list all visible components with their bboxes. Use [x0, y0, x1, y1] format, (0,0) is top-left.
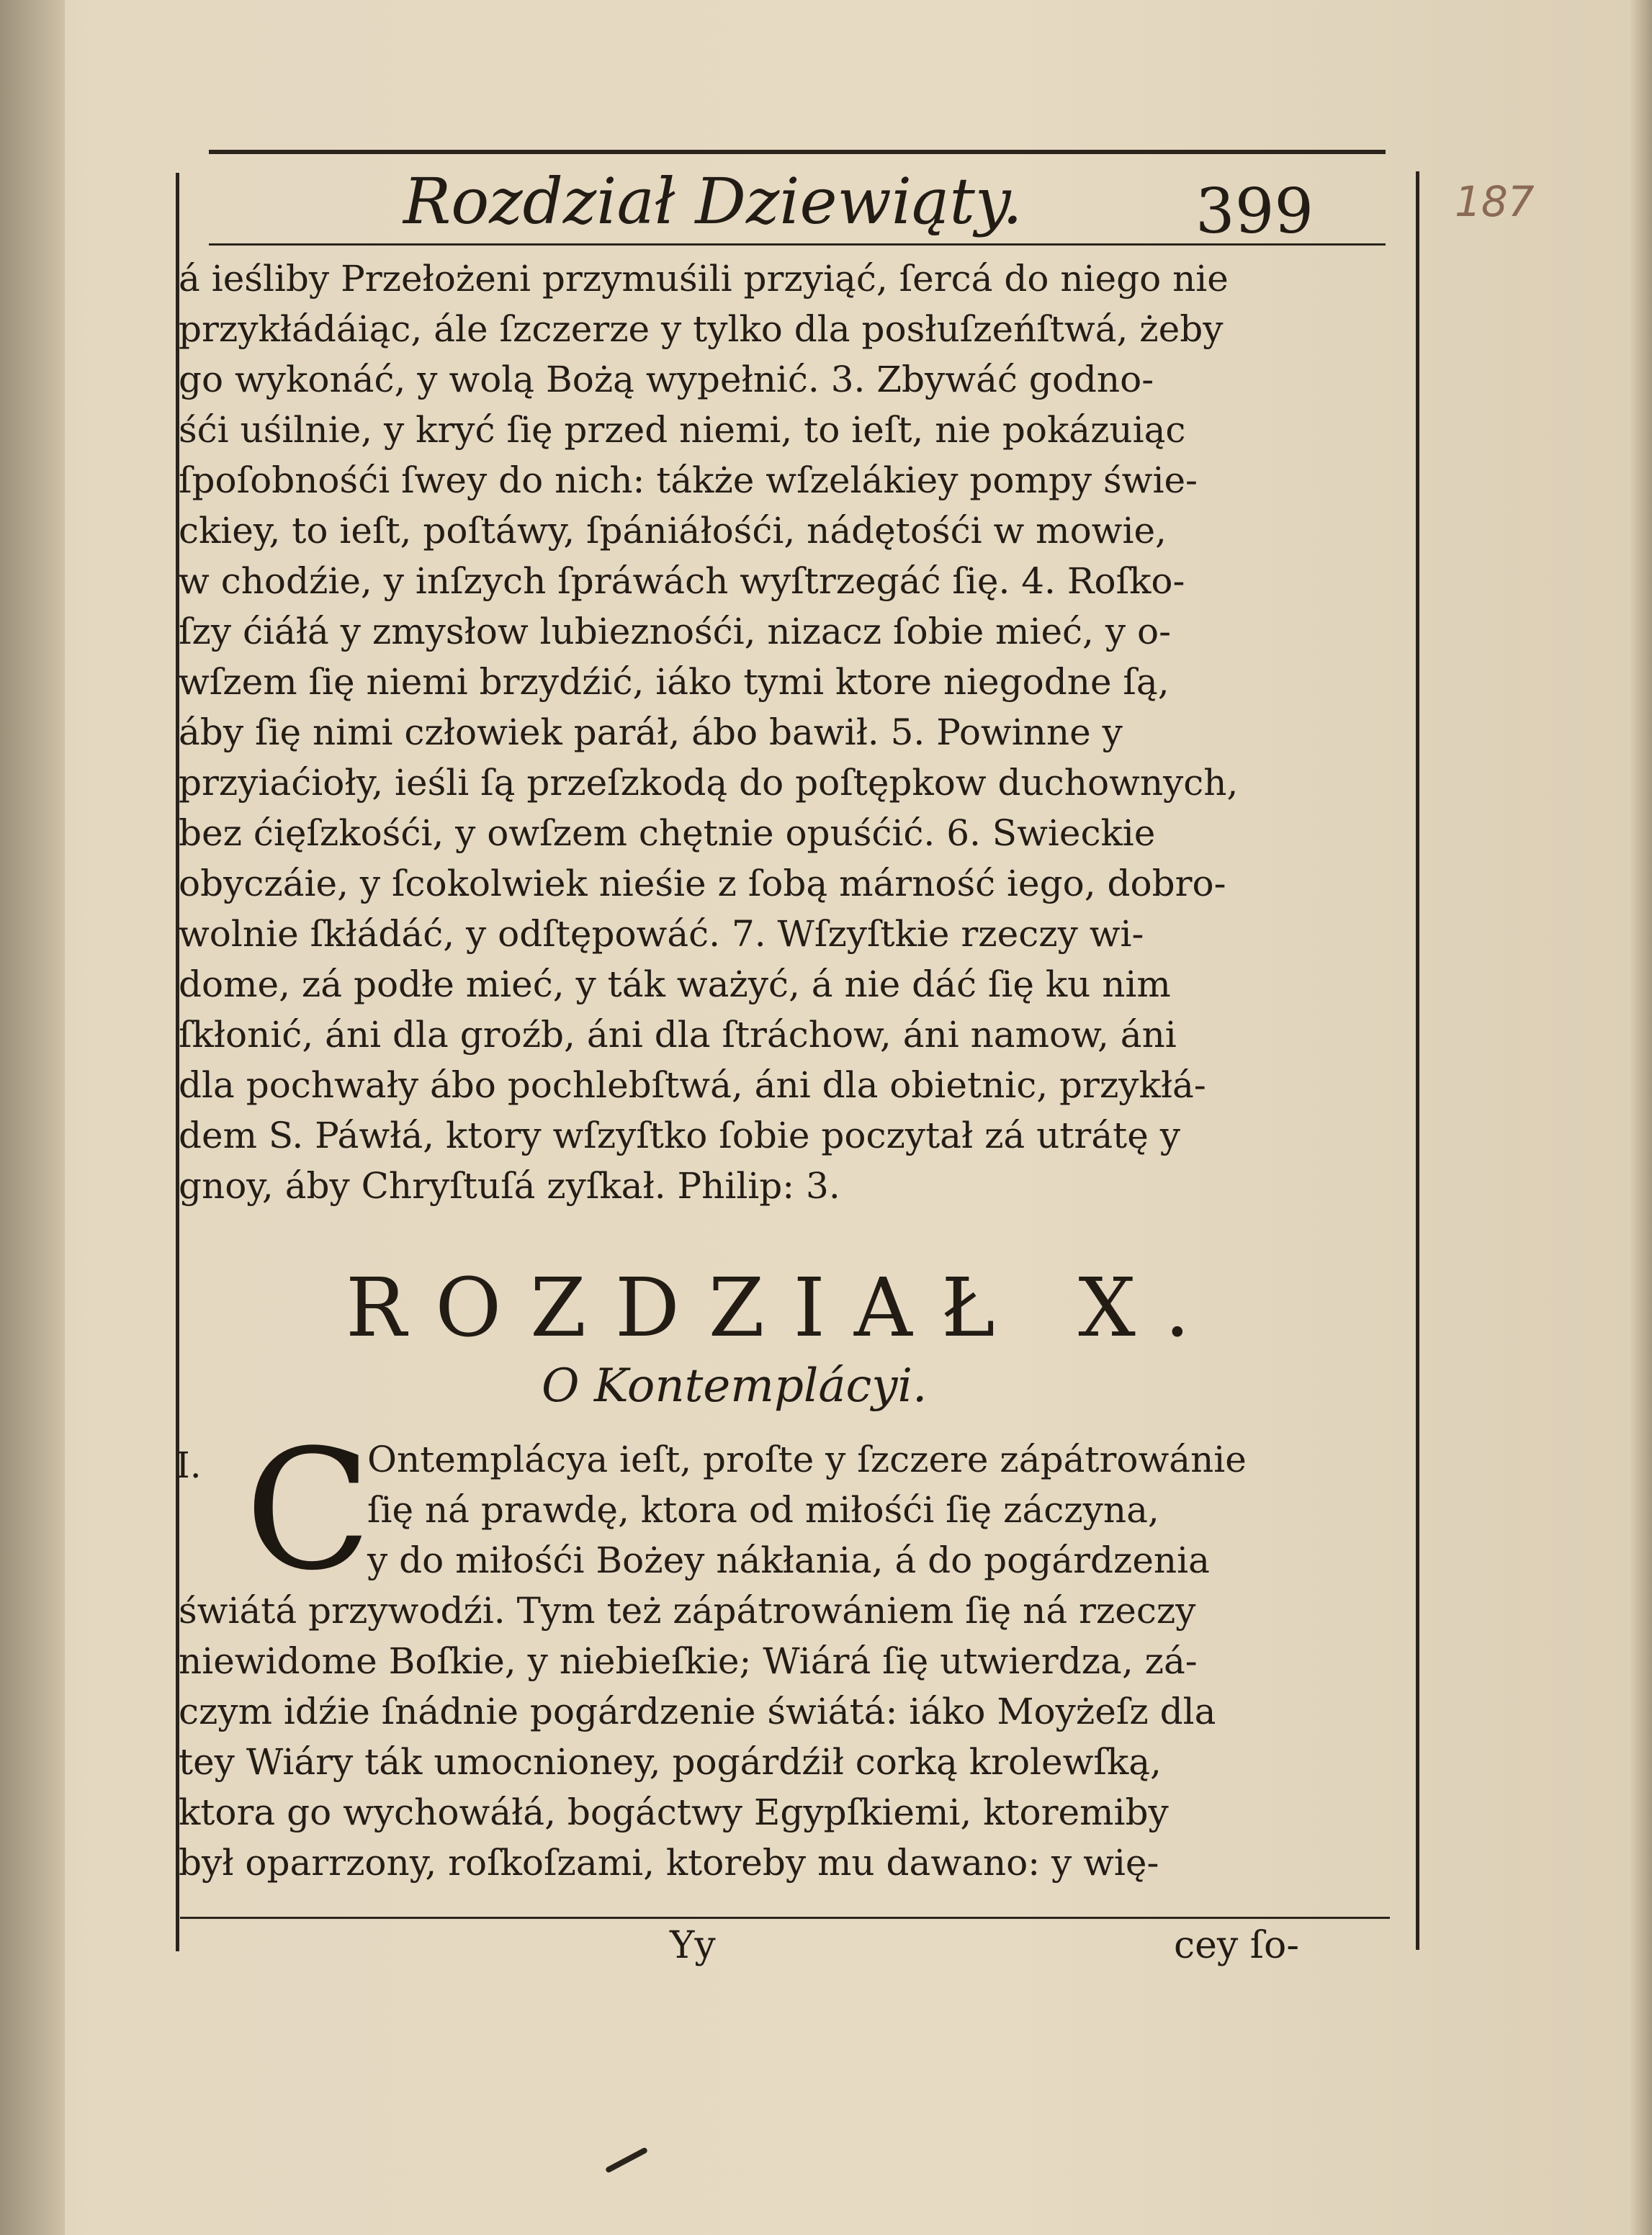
frame-rule-bottom: [180, 1917, 1390, 1919]
text-line: ſpoſobnośći ſwey do nich: tákże wſzelákiey pompy świe-: [179, 459, 1198, 501]
text-line: bez ćięſzkośći, y owſzem chętnie opuśćić. 6. Swieckie: [179, 812, 1156, 854]
section-numeral: I.: [176, 1444, 202, 1486]
text-line: wolnie ſkłádáć, y odſtępowáć. 7. Wſzyſtkie rzeczy wi-: [179, 913, 1144, 955]
text-line: czym idźie ſnádnie pogárdzenie świátá: iáko Moyżeſz dla: [179, 1691, 1216, 1732]
paragraph-2: [179, 1434, 1417, 1888]
frame-rule-top: [209, 150, 1386, 154]
page-gutter: [0, 0, 65, 2235]
paragraph-1: [179, 253, 1417, 1211]
page-number: 399: [1195, 176, 1314, 248]
text-line: w chodźie, y inſzych ſpráwách wyſtrzegáć ſię. 4. Roſko-: [179, 560, 1185, 602]
text-line: ſzy ćiáłá y zmysłow lubieznośći, nizacz ſobie mieć, y o-: [179, 611, 1171, 652]
chapter-subtitle: O Kontemplácyi.: [542, 1359, 928, 1413]
text-line: świátá przywodźi. Tym też zápátrowániem ſię ná rzeczy: [179, 1590, 1196, 1632]
drop-capital: C: [245, 1415, 372, 1607]
text-line: dla pochwały ábo pochlebſtwá, áni dla obietnic, przykłá-: [179, 1064, 1206, 1106]
text-line: Ontemplácya ieſt, proſte y ſzczere zápátrowánie: [367, 1439, 1247, 1480]
ink-mark: [605, 2146, 648, 2173]
signature-mark: Yy: [670, 1924, 716, 1967]
text-line: ckiey, to ieſt, poſtáwy, ſpániáłośći, nádętośći w mowie,: [179, 510, 1167, 552]
text-line: był oparrzony, roſkoſzami, ktoreby mu dawano: y wię-: [179, 1842, 1159, 1884]
margin-note: 187: [1455, 177, 1535, 226]
text-line: przyiaćioły, ieśli ſą przeſzkodą do poſtępkow duchownych,: [179, 762, 1239, 804]
text-line: przykłádáiąc, ále ſzczerze y tylko dla posłuſzeńſtwá, żeby: [179, 308, 1224, 350]
text-line: obyczáie, y ſcokolwiek nieśie z ſobą márność iego, dobro-: [179, 863, 1226, 904]
text-line: dome, zá podłe mieć, y ták ważyć, á nie dáć ſię ku nim: [179, 963, 1171, 1005]
text-line: go wykonáć, y wolą Bożą wypełnić. 3. Zbywáć godno-: [179, 359, 1154, 400]
page-edge: [1630, 0, 1652, 2235]
text-line: ktora go wychowáłá, bogáctwy Egypſkiemi, ktoremiby: [179, 1791, 1169, 1833]
text-line: śći uśilnie, y kryć ſię przed niemi, to ieſt, nie pokázuiąc: [179, 409, 1186, 451]
text-line: tey Wiáry ták umocnioney, pogárdźił corką krolewſką,: [179, 1741, 1162, 1783]
text-line: á ieśliby Przełożeni przymuśili przyiąć, ſercá do niego nie: [179, 258, 1229, 300]
text-line: y do miłośći Bożey nákłania, á do pogárdzenia: [367, 1539, 1210, 1581]
text-line: dem S. Páwłá, ktory wſzyſtko ſobie poczytał zá utrátę y: [179, 1115, 1180, 1156]
text-line: ſię ná prawdę, ktora od miłośći ſię záczyna,: [367, 1489, 1159, 1531]
catchword: cey ſo-: [1174, 1924, 1299, 1967]
text-line: gnoy, áby Chryſtuſá zyſkał. Philip: 3.: [179, 1165, 840, 1207]
text-line: ſkłonić, áni dla groźb, áni dla ſtráchow, áni namow, áni: [179, 1014, 1177, 1056]
running-head: Rozdział Dziewiąty.: [403, 164, 1023, 238]
text-line: áby ſię nimi człowiek paráł, ábo bawił. 5. Powinne y: [179, 711, 1123, 753]
chapter-heading: ROZDZIAŁ X.: [346, 1262, 1219, 1355]
text-line: wſzem ſię niemi brzydźić, iáko tymi ktore niegodne ſą,: [179, 661, 1170, 703]
text-line: niewidome Boſkie, y niebieſkie; Wiárá ſię utwierdza, zá-: [179, 1640, 1198, 1682]
